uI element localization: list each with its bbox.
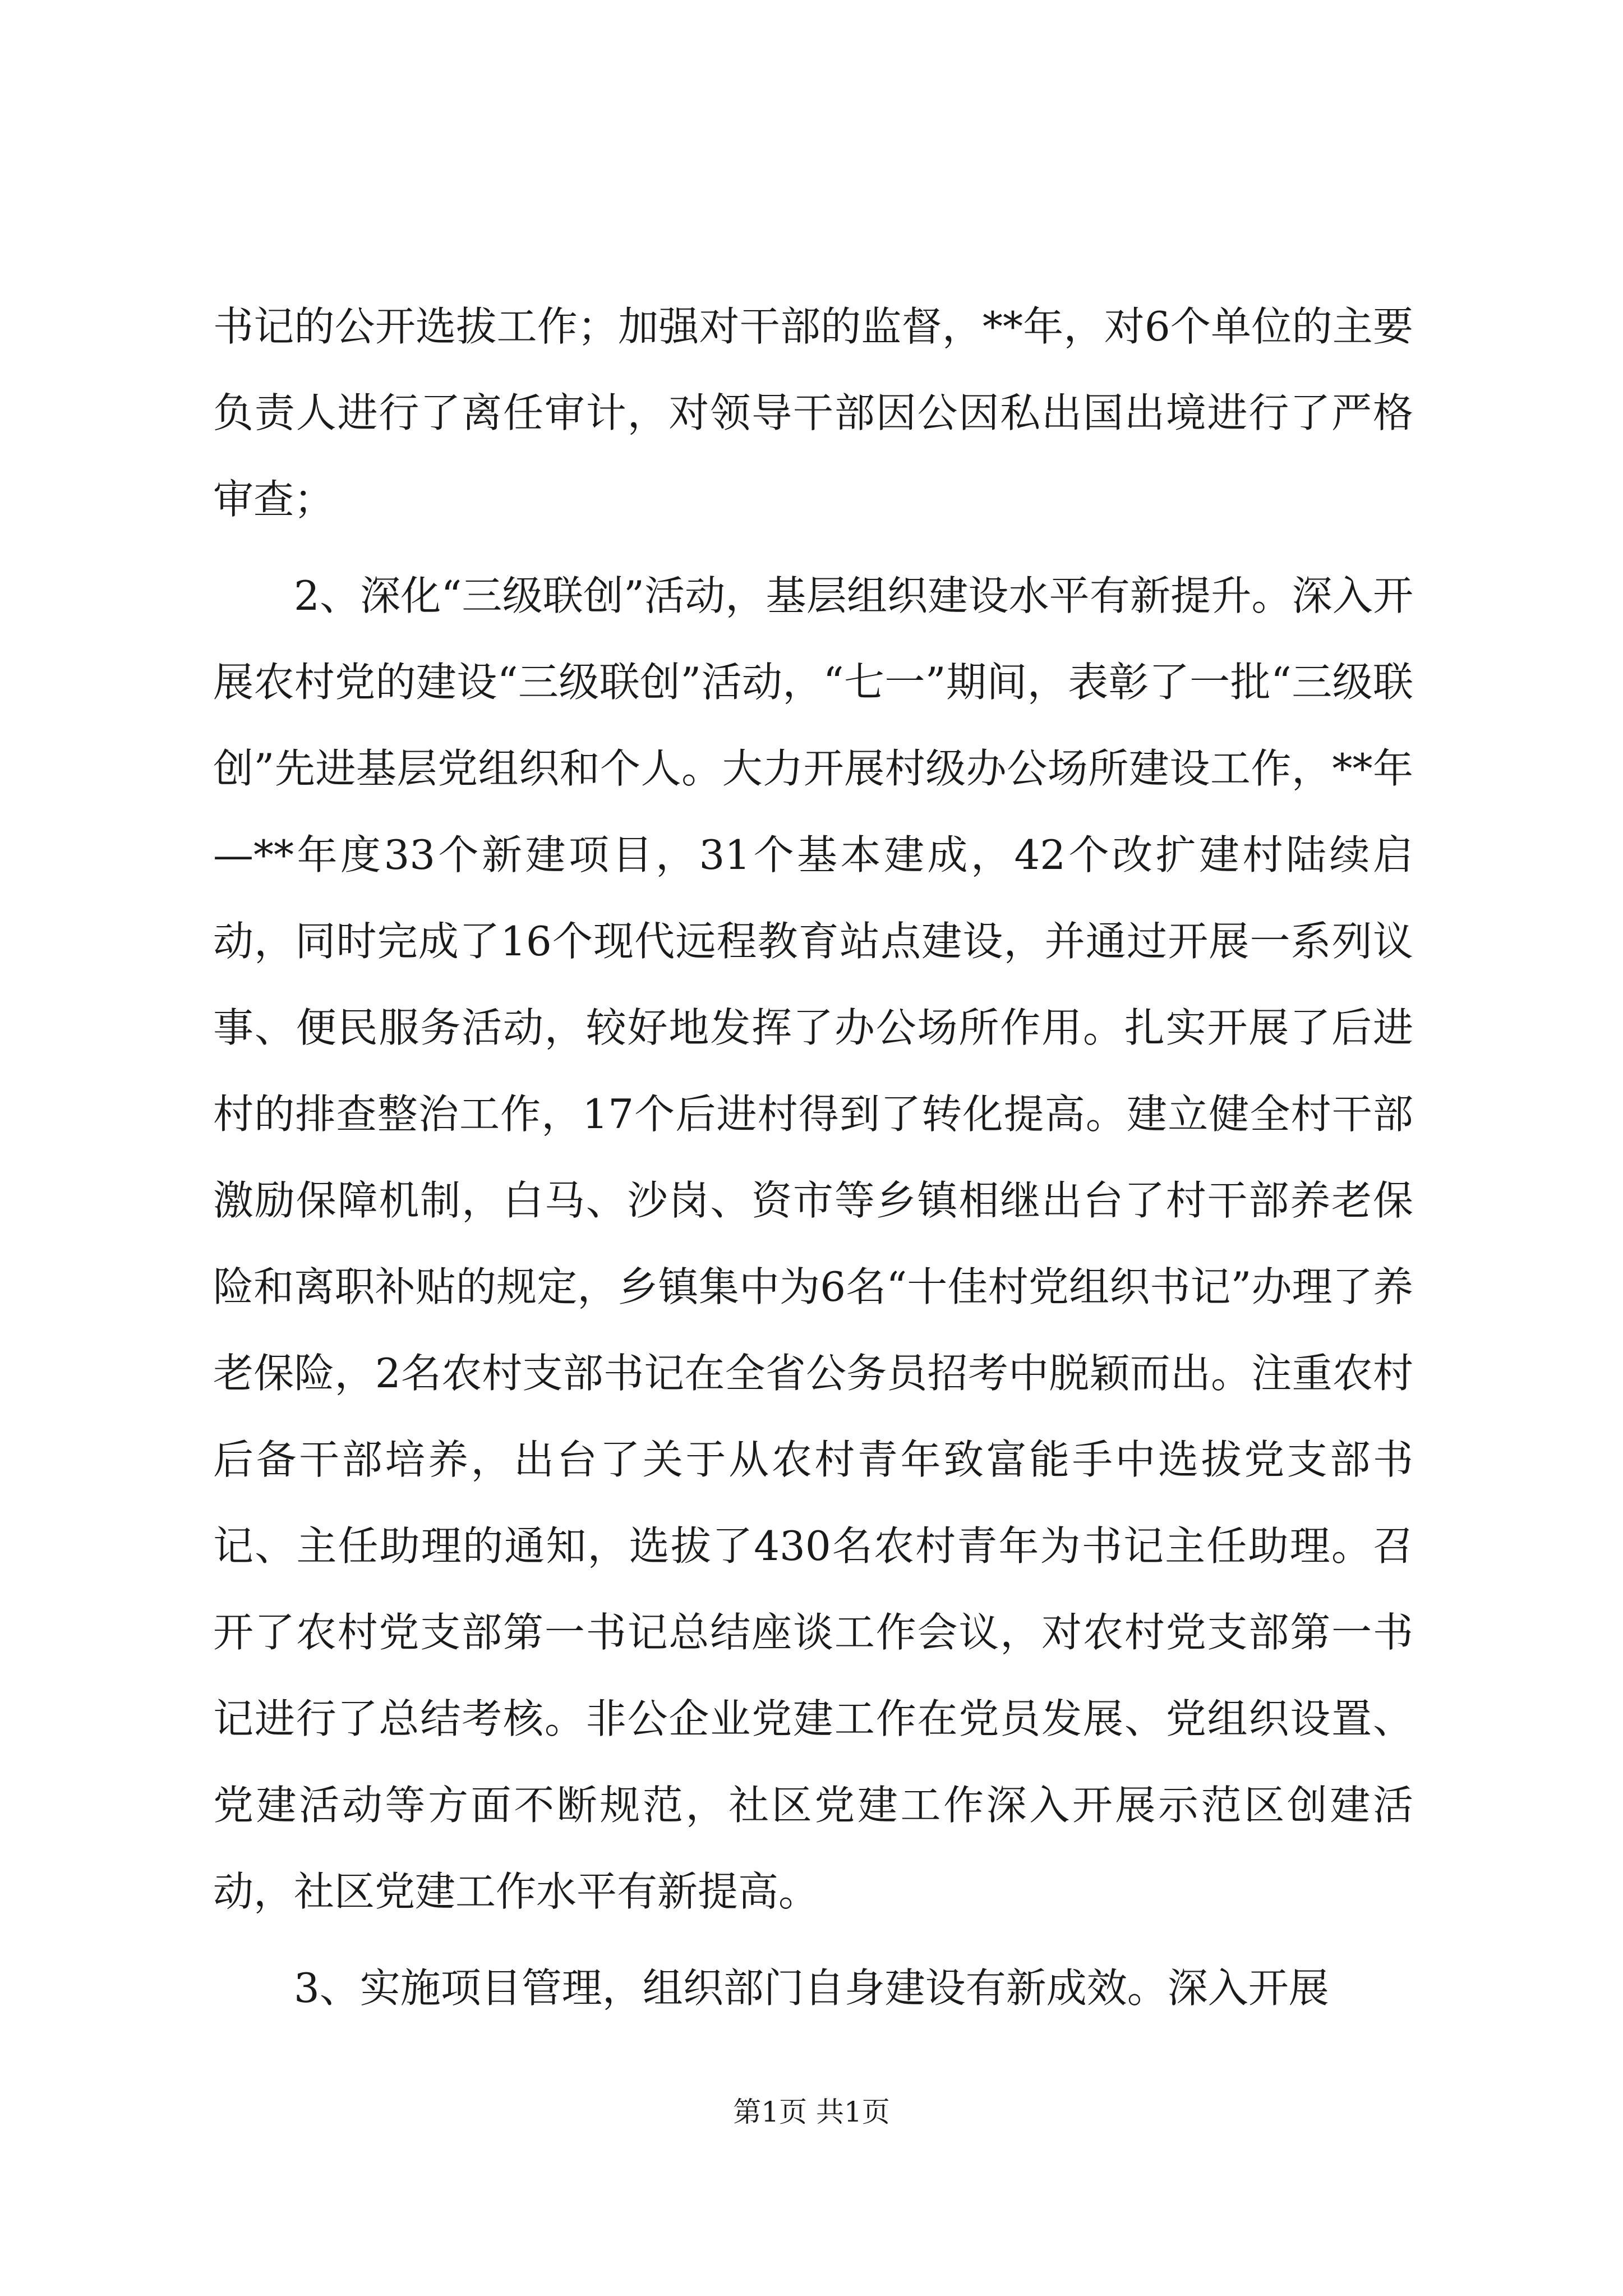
document-body xyxy=(213,283,1413,2031)
page-footer: 第1页 共1页 xyxy=(733,2096,890,2128)
paragraph-section-2: 2、深化“三级联创”活动，基层组织建设水平有新提升。深入开展农村党的建设“三级联创”活动，“七一”期间，表彰了一批“三级联创”先进基层党组织和个人。大力开展村级办公场所建设工作，**年—**年度33个新建项目，31个基本建成，42个改扩建村陆续启动，同时完成了16个现代远程教育站点建设，并通过开展一系列议事、便民服务活动，较好地发挥了办公场所作用。扎实开展了后进村的排查整治工作，17个后进村得到了转化提高。建立健全村干部激励保障机制，白马、沙岗、资市等乡镇相继出台了村干部养老保险和离职补贴的规定，乡镇集中为6名“十佳村党组织书记”办理了养老保险，2名农村支部书记在全省公务员招考中脱颖而出。注重农村后备干部培养，出台了关于从农村青年致富能手中选拔党支部书记、主任助理的通知，选拔了430名农村青年为书记主任助理。召开了农村党支部第一书记总结座谈工作会议，对农村党支部第一书记进行了总结考核。非公企业党建工作在党员发展、党组织设置、党建活动等方面不断规范，社区党建工作深入开展示范区创建活动，社区党建工作水平有新提高。 xyxy=(213,572,1413,1915)
paragraph-section-3: 3、实施项目管理，组织部门自身建设有新成效。深入开展 xyxy=(294,1964,1329,2012)
paragraph-continued: 书记的公开选拔工作；加强对干部的监督，**年，对6个单位的主要负责人进行了离任审计，对领导干部因公因私出国出境进行了严格审查； xyxy=(213,303,1413,523)
